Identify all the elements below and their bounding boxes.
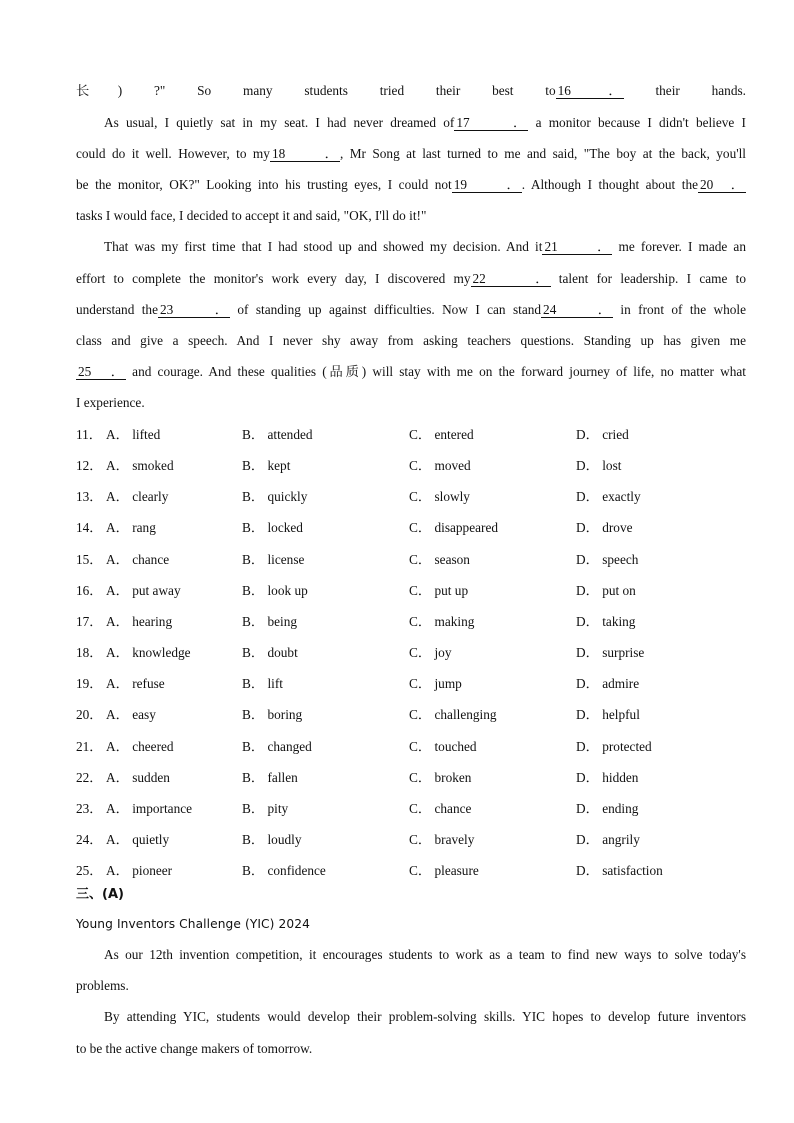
option-a: A． cheered bbox=[106, 738, 174, 754]
option-a: A． lifted bbox=[106, 427, 161, 442]
option-b: B． boring bbox=[242, 707, 303, 723]
option-b: B． locked bbox=[242, 520, 303, 536]
option-c: C． touched bbox=[409, 738, 477, 754]
option-d: D． lost bbox=[576, 458, 622, 474]
blank-25: 25． bbox=[78, 364, 124, 379]
question-row bbox=[76, 426, 756, 444]
option-b: B． confidence bbox=[242, 863, 326, 879]
question-number: 15． bbox=[76, 551, 103, 567]
question-row bbox=[76, 800, 756, 818]
question-number: 21． bbox=[76, 738, 103, 754]
option-c: C． jump bbox=[409, 676, 462, 692]
option-a: A． clearly bbox=[106, 489, 169, 505]
question-row bbox=[76, 706, 756, 724]
question-number: 13． bbox=[76, 489, 103, 505]
passage-line bbox=[76, 394, 746, 412]
option-d: D． speech bbox=[576, 551, 639, 567]
question-number: 14． bbox=[76, 520, 103, 536]
question-number: 20． bbox=[76, 707, 103, 723]
option-c: C． joy bbox=[409, 645, 452, 661]
question-number: 24． bbox=[76, 831, 103, 847]
passage-line bbox=[76, 363, 746, 381]
option-c: C． slowly bbox=[409, 489, 470, 505]
question-number: 25． bbox=[76, 863, 103, 879]
passage-line bbox=[104, 114, 746, 132]
question-row bbox=[76, 831, 756, 849]
question-number: 18． bbox=[76, 645, 103, 661]
passage-text: I experience. bbox=[76, 395, 145, 410]
option-a: A． knowledge bbox=[106, 645, 191, 661]
passage-line bbox=[76, 207, 746, 225]
option-b: B． attended bbox=[242, 427, 313, 442]
passage-text: 长) ?" So many students tried their best to bbox=[76, 83, 556, 98]
option-c: C． bravely bbox=[409, 831, 475, 847]
passage-text: and courage. And these qualities (品质) will stay with me on the forward journey of life, no matter what bbox=[126, 364, 746, 379]
option-a: A． quietly bbox=[106, 831, 170, 847]
option-d: D． protected bbox=[576, 738, 652, 754]
option-d: D． taking bbox=[576, 613, 636, 629]
option-c: C． moved bbox=[409, 458, 471, 474]
passage-line bbox=[76, 176, 746, 194]
passage-text: could do it well. However, to my bbox=[76, 146, 270, 161]
question-number: 22． bbox=[76, 769, 103, 785]
blank-19: 19． bbox=[453, 177, 520, 192]
option-d: D． surprise bbox=[576, 645, 645, 661]
passage-line bbox=[104, 238, 746, 256]
option-b: B． license bbox=[242, 551, 305, 567]
option-d: D． helpful bbox=[576, 707, 640, 723]
passage-text: class and give a speech. And I never shy away from asking teachers questions. Standing up has given me bbox=[76, 333, 746, 348]
blank-18: 18． bbox=[271, 146, 338, 161]
question-row bbox=[76, 613, 756, 631]
option-d: D． hidden bbox=[576, 769, 639, 785]
option-c: C． pleasure bbox=[409, 863, 479, 879]
paragraph-line: to be the active change makers of tomorrow. bbox=[76, 1041, 313, 1056]
paragraph-line: As our 12th invention competition, it encourages students to work as a team to find new ways to solve today's bbox=[104, 947, 746, 962]
section-title: Young Inventors Challenge (YIC) 2024 bbox=[76, 917, 310, 931]
option-a: A． chance bbox=[106, 551, 170, 567]
option-a: A． importance bbox=[106, 800, 193, 816]
option-c: C． challenging bbox=[409, 707, 497, 723]
passage-text: , Mr Song at last turned to me and said, "The boy at the back, you'll bbox=[339, 146, 747, 161]
option-b: B． fallen bbox=[242, 769, 298, 785]
passage-text: As usual, I quietly sat in my seat. I had never dreamed of bbox=[104, 115, 455, 130]
question-row bbox=[76, 769, 756, 787]
paragraph-line: problems. bbox=[76, 978, 129, 993]
option-a: A． easy bbox=[106, 707, 156, 723]
option-b: B． changed bbox=[242, 738, 312, 754]
passage-text: talent for leadership. I came to bbox=[550, 271, 746, 286]
option-d: D． cried bbox=[576, 427, 629, 442]
question-number: 16． bbox=[76, 582, 103, 598]
blank-22: 22． bbox=[472, 271, 549, 286]
option-c: C． season bbox=[409, 551, 470, 567]
option-d: D． angrily bbox=[576, 831, 640, 847]
option-a: A． pioneer bbox=[106, 863, 173, 879]
passage-text: me forever. I made an bbox=[612, 239, 746, 254]
blank-20: 20． bbox=[700, 177, 744, 192]
passage-line bbox=[76, 270, 746, 288]
blank-17: 17． bbox=[456, 115, 527, 130]
passage-text: of standing up against difficulties. Now I can stand bbox=[229, 302, 542, 317]
option-b: B． lift bbox=[242, 676, 284, 692]
option-c: C． disappeared bbox=[409, 520, 498, 536]
option-b: B． being bbox=[242, 613, 298, 629]
passage-text: their hands. bbox=[623, 83, 746, 98]
passage-text: understand the bbox=[76, 302, 158, 317]
passage-text: That was my first time that I had stood up and showed my decision. And it bbox=[104, 239, 543, 254]
option-b: B． loudly bbox=[242, 831, 302, 847]
option-c: C． broken bbox=[409, 769, 472, 785]
option-c: C． put up bbox=[409, 582, 469, 598]
option-a: A． hearing bbox=[106, 613, 173, 629]
option-a: A． refuse bbox=[106, 676, 165, 692]
option-a: A． put away bbox=[106, 582, 181, 598]
question-row bbox=[76, 675, 756, 693]
passage-line bbox=[76, 145, 746, 163]
blank-23: 23． bbox=[159, 302, 228, 317]
question-number: 12． bbox=[76, 458, 103, 474]
question-row bbox=[76, 488, 756, 506]
option-c: C． entered bbox=[409, 427, 474, 442]
passage-line bbox=[76, 301, 746, 319]
option-a: A． smoked bbox=[106, 458, 174, 474]
option-a: A． rang bbox=[106, 520, 156, 536]
blank-24: 24． bbox=[543, 302, 612, 317]
passage-text: tasks I would face, I decided to accept it and said, "OK, I'll do it!" bbox=[76, 208, 427, 223]
section-heading: 三、(A) bbox=[76, 887, 124, 902]
passage-text: effort to complete the monitor's work every day, I discovered my bbox=[76, 271, 471, 286]
option-c: C． making bbox=[409, 613, 475, 629]
option-b: B． doubt bbox=[242, 645, 298, 661]
question-number: 19． bbox=[76, 676, 103, 692]
passage-text: in front of the whole bbox=[613, 302, 746, 317]
paragraph-line: By attending YIC, students would develop their problem-solving skills. YIC hopes to develop future inventors bbox=[104, 1009, 746, 1024]
question-number: 23． bbox=[76, 800, 103, 816]
option-b: B． pity bbox=[242, 800, 289, 816]
question-row bbox=[76, 457, 756, 475]
question-number: 11． bbox=[76, 427, 103, 442]
blank-16: 16． bbox=[557, 83, 622, 98]
question-row bbox=[76, 519, 756, 537]
option-d: D． put on bbox=[576, 582, 636, 598]
blank-21: 21． bbox=[544, 239, 611, 254]
question-row bbox=[76, 582, 756, 600]
option-d: D． ending bbox=[576, 800, 639, 816]
option-d: D． exactly bbox=[576, 489, 641, 505]
passage-text: . Although I thought about the bbox=[521, 177, 698, 192]
question-row bbox=[76, 644, 756, 662]
option-c: C． chance bbox=[409, 800, 472, 816]
option-b: B． quickly bbox=[242, 489, 308, 505]
option-b: B． kept bbox=[242, 458, 291, 474]
passage-line bbox=[76, 82, 746, 100]
question-row bbox=[76, 551, 756, 569]
question-row bbox=[76, 862, 756, 880]
question-number: 17． bbox=[76, 613, 103, 629]
option-d: D． satisfaction bbox=[576, 863, 663, 879]
option-b: B． look up bbox=[242, 582, 308, 598]
passage-text: be the monitor, OK?" Looking into his trusting eyes, I could not bbox=[76, 177, 452, 192]
option-a: A． sudden bbox=[106, 769, 170, 785]
option-d: D． drove bbox=[576, 520, 633, 536]
question-row bbox=[76, 738, 756, 756]
option-d: D． admire bbox=[576, 676, 640, 692]
passage-text: a monitor because I didn't believe I bbox=[528, 115, 746, 130]
passage-line bbox=[76, 332, 746, 350]
